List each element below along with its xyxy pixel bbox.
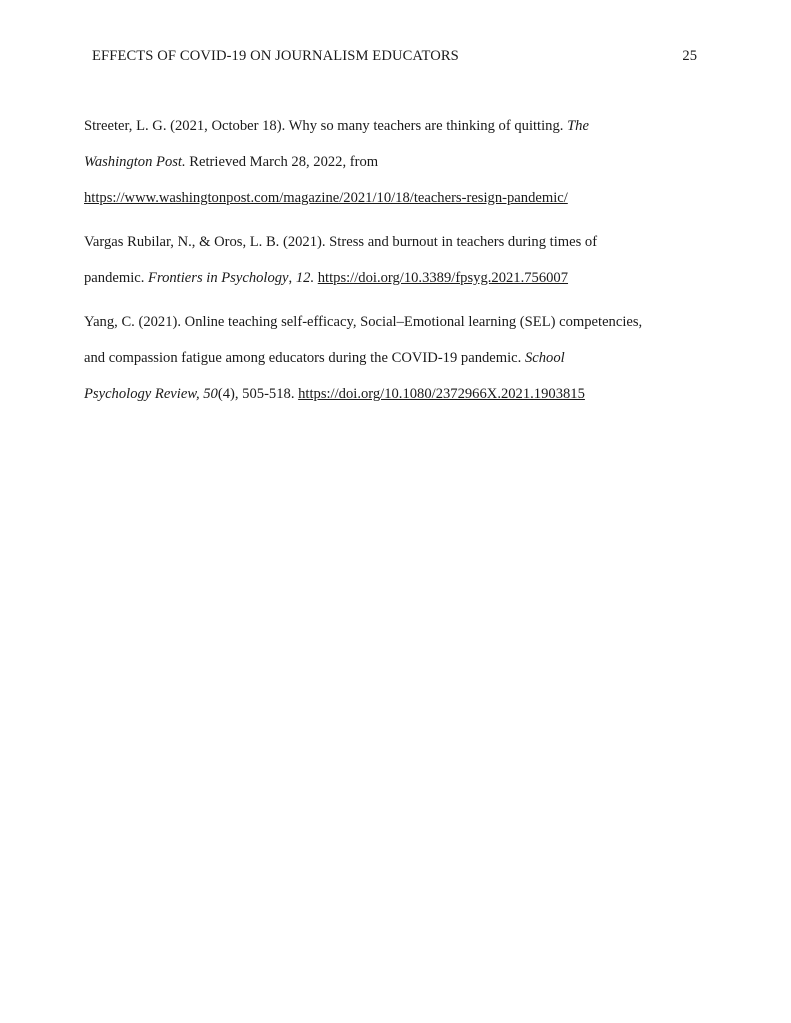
reference-text: ,: [288, 270, 296, 286]
reference-line: [84, 144, 704, 180]
reference-italic-text: Psychology Review, 50: [84, 386, 218, 402]
reference-entry: [84, 224, 704, 296]
reference-list: [84, 108, 704, 420]
reference-line: [84, 224, 704, 260]
reference-link[interactable]: https://www.washingtonpost.com/magazine/2021/10/18/teachers-resign-pandemic/: [84, 190, 568, 206]
reference-text: Yang, C. (2021). Online teaching self-efficacy, Social–Emotional learning (SEL) competencies,: [84, 314, 643, 330]
reference-text: Vargas Rubilar, N., & Oros, L. B. (2021). Stress and burnout in teachers during times of: [84, 234, 598, 250]
reference-italic-text: Frontiers in Psychology: [148, 270, 289, 286]
reference-line: [84, 304, 704, 340]
reference-italic-text: 12.: [295, 270, 315, 286]
reference-italic-text: Washington Post.: [84, 154, 186, 170]
page-number: 25: [682, 48, 697, 64]
reference-text: pandemic.: [84, 270, 149, 286]
reference-line: [84, 180, 704, 216]
reference-link[interactable]: https://doi.org/10.1080/2372966X.2021.1903815: [298, 386, 585, 402]
reference-text: (4), 505-518.: [217, 386, 299, 402]
running-head: EFFECTS OF COVID-19 ON JOURNALISM EDUCATORS: [92, 48, 459, 64]
reference-line: [84, 376, 704, 412]
reference-entry: [84, 304, 704, 412]
reference-text: and compassion fatigue among educators during the COVID-19 pandemic.: [84, 350, 525, 366]
reference-italic-text: School: [524, 350, 565, 366]
reference-text: Retrieved March 28, 2022, from: [185, 154, 379, 170]
reference-text: Streeter, L. G. (2021, October 18). Why so many teachers are thinking of quitting.: [84, 118, 568, 134]
reference-entry: [84, 108, 704, 216]
reference-italic-text: The: [567, 118, 589, 134]
reference-line: [84, 260, 704, 296]
reference-link[interactable]: https://doi.org/10.3389/fpsyg.2021.756007: [317, 270, 569, 286]
reference-line: [84, 108, 704, 144]
reference-line: [84, 340, 704, 376]
